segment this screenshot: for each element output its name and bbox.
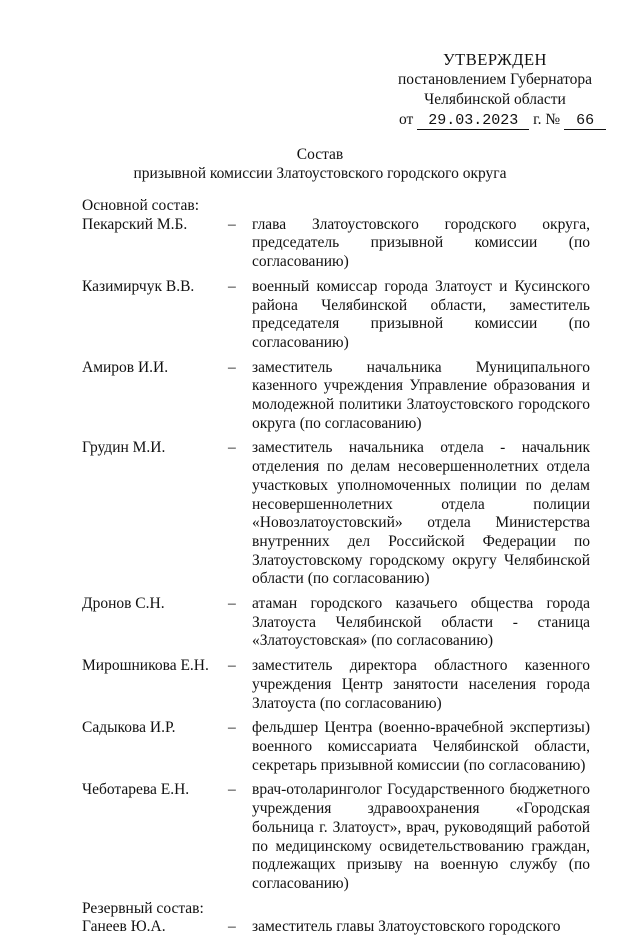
dash-separator: – bbox=[228, 215, 236, 233]
number-prefix: г. № bbox=[533, 111, 561, 128]
member-row bbox=[82, 439, 590, 589]
member-name: Дронов С.Н. bbox=[82, 595, 165, 613]
dash-separator: – bbox=[228, 918, 236, 936]
member-row bbox=[82, 359, 590, 434]
member-name: Грудин М.И. bbox=[82, 439, 166, 457]
approval-number: 66 bbox=[564, 112, 606, 130]
title-line-1: Состав bbox=[296, 146, 344, 163]
title-line-2: призывной комиссии Златоустовского городского округа bbox=[133, 165, 507, 182]
commission-list bbox=[82, 197, 590, 943]
reserve-section-label: Резервный состав: bbox=[82, 899, 204, 917]
dash-separator: – bbox=[228, 657, 236, 675]
member-row bbox=[82, 657, 590, 713]
member-name: Казимирчук В.В. bbox=[82, 277, 195, 295]
member-name: Чеботарева Е.Н. bbox=[82, 781, 190, 799]
approval-date: 29.03.2023 bbox=[417, 112, 529, 130]
member-name: Пекарский М.Б. bbox=[82, 215, 188, 233]
approval-heading: УТВЕРЖДЕН bbox=[443, 50, 547, 69]
approval-line-2: Челябинской области bbox=[424, 91, 566, 108]
dash-separator: – bbox=[228, 719, 236, 737]
member-row bbox=[82, 719, 590, 775]
member-row bbox=[82, 781, 590, 893]
dash-separator: – bbox=[228, 358, 236, 376]
approval-date-line bbox=[395, 110, 595, 130]
member-role: заместитель начальника Муниципального казенного учреждения Управление образования и молодежной политики Златоустовского городского округа (по согласованию) bbox=[252, 358, 590, 432]
main-section-label: Основной состав: bbox=[82, 197, 200, 214]
member-role: заместитель директора областного казенного учреждения Центр занятости населения города Златоуста (по согласованию) bbox=[252, 657, 590, 712]
approval-block bbox=[395, 50, 595, 130]
member-role: глава Златоустовского городского округа, председатель призывной комиссии (по согласованию) bbox=[252, 215, 590, 271]
document-title bbox=[0, 145, 640, 183]
approval-line-1: постановлением Губернатора bbox=[397, 71, 593, 88]
dash-separator: – bbox=[228, 781, 236, 799]
member-role: заместитель главы Златоустовского городского bbox=[252, 918, 561, 936]
dash-separator: – bbox=[228, 439, 236, 457]
member-role: заместитель начальника отдела - начальник отделения по делам несовершеннолетних отдела участковых уполномоченных полиции по делам несовершеннолетних отдела полиции «Новозлатоустовский» отдела Министерства внутренних дел Российской Федерации по Златоустовскому городскому округу Челябинской области (по согласованию) bbox=[252, 439, 590, 588]
member-name: Садыкова И.Р. bbox=[82, 719, 176, 737]
member-name: Амиров И.И. bbox=[82, 358, 169, 376]
member-role: фельдшер Центра (военно-врачебной экспертизы) военного комиссариата Челябинской области, секретарь призывной комиссии (по согласованию) bbox=[252, 719, 590, 774]
reserve-member-row bbox=[82, 918, 590, 937]
member-role: военный комиссар города Златоуст и Кусинского района Челябинской области, заместитель председателя призывной комиссии (по согласованию) bbox=[252, 277, 590, 351]
dash-separator: – bbox=[228, 595, 236, 613]
member-row bbox=[82, 216, 590, 272]
member-row bbox=[82, 278, 590, 353]
member-role: атаман городского казачьего общества города Златоуста Челябинской области - станица «Златоустовская» (по согласованию) bbox=[252, 595, 590, 650]
date-prefix: от bbox=[399, 111, 414, 128]
member-name: Ганеев Ю.А. bbox=[82, 918, 166, 936]
member-name: Мирошникова Е.Н. bbox=[82, 657, 209, 675]
member-row bbox=[82, 595, 590, 651]
dash-separator: – bbox=[228, 277, 236, 295]
member-role: врач-отоларинголог Государственного бюджетного учреждения здравоохранения «Городская больница г. Златоуст», врач, руководящий работой по медицинскому освидетельствованию граждан, подлежащих призыву на военную службу (по согласованию) bbox=[252, 781, 590, 892]
